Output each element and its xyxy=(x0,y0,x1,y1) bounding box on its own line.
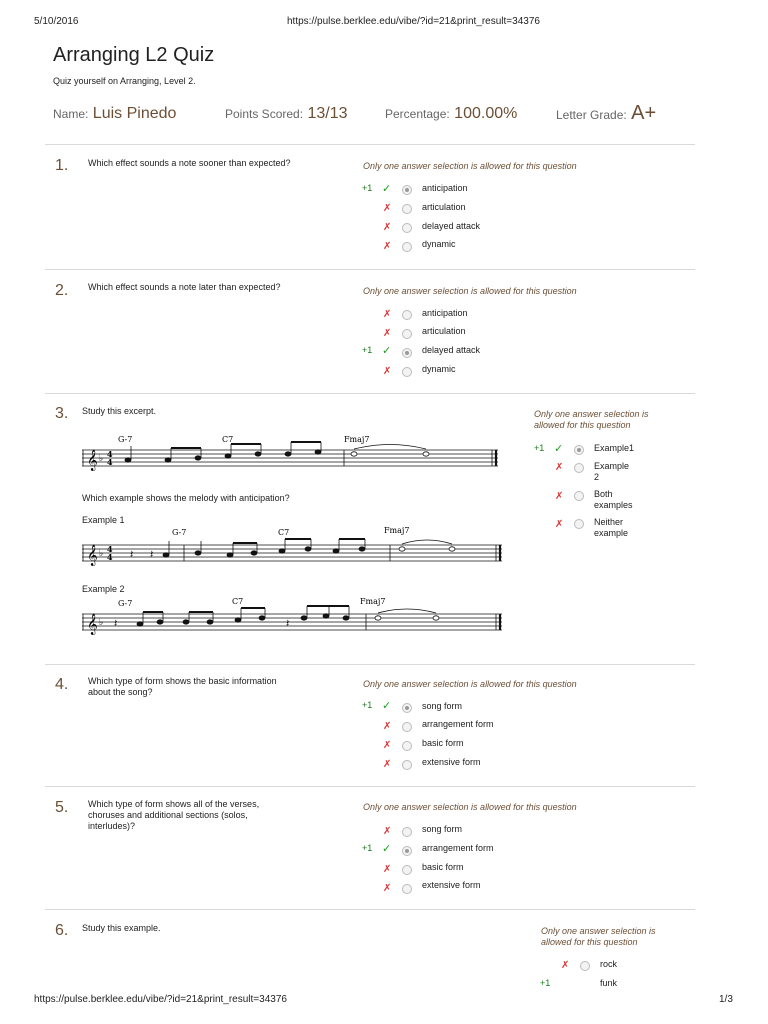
quiz-subtitle: Quiz yourself on Arranging, Level 2. xyxy=(53,76,196,86)
answer-label: dynamic xyxy=(422,364,456,374)
question-number: 3. xyxy=(55,405,69,422)
svg-text:𝄽: 𝄽 xyxy=(286,617,290,630)
percentage-value: 100.00% xyxy=(454,105,518,122)
answer-label: anticipation xyxy=(422,308,468,318)
answer-radio[interactable] xyxy=(402,722,412,732)
answer-label: song form xyxy=(422,824,463,834)
divider xyxy=(45,909,695,910)
answer-radio[interactable] xyxy=(574,491,584,501)
answer-label: basic form xyxy=(422,862,464,872)
grade-field xyxy=(556,102,656,125)
answer-radio[interactable] xyxy=(402,242,412,252)
divider xyxy=(45,144,695,145)
points-badge: +1 xyxy=(540,978,551,988)
question-number: 5. xyxy=(55,799,69,816)
svg-text:4: 4 xyxy=(107,552,113,562)
answer-radio[interactable] xyxy=(574,445,584,455)
answer-radio[interactable] xyxy=(402,204,412,214)
answer-label: extensive form xyxy=(422,880,481,890)
points-badge: +1 xyxy=(362,700,373,710)
page-number: 1/3 xyxy=(719,994,733,1005)
example-label: Example 2 xyxy=(82,584,125,594)
cross-icon: ✗ xyxy=(383,309,392,320)
answer-radio[interactable] xyxy=(574,519,584,529)
answer-label: funk xyxy=(600,978,618,988)
question-text: Which type of form shows all of the verses, choruses and additional sections (solos, interludes)? xyxy=(88,799,260,831)
cross-icon: ✗ xyxy=(555,491,564,502)
chord-symbol: G-7 xyxy=(118,435,133,444)
chord-symbol: Fmaj7 xyxy=(360,597,386,606)
check-icon: ✓ xyxy=(554,443,564,455)
answer-label: extensive form xyxy=(422,757,481,767)
divider xyxy=(45,269,695,270)
answer-radio[interactable] xyxy=(402,884,412,894)
selection-note: Only one answer selection is allowed for this question xyxy=(534,409,649,430)
answer-radio[interactable] xyxy=(402,329,412,339)
cross-icon: ✗ xyxy=(555,519,564,530)
music-staff-example-1 xyxy=(82,525,502,577)
svg-text:𝄞: 𝄞 xyxy=(87,450,98,471)
cross-icon: ✗ xyxy=(383,740,392,751)
answer-radio[interactable] xyxy=(402,741,412,751)
points-field xyxy=(225,105,348,123)
music-staff-excerpt xyxy=(82,430,502,480)
selection-note: Only one answer selection is allowed for this question xyxy=(541,926,656,947)
answer-label: articulation xyxy=(422,326,466,336)
answer-radio[interactable] xyxy=(402,703,412,713)
chord-symbol: Fmaj7 xyxy=(384,526,410,535)
points-value: 13/13 xyxy=(307,105,348,122)
svg-text:4: 4 xyxy=(107,449,113,459)
check-icon: ✓ xyxy=(382,345,392,357)
svg-text:4: 4 xyxy=(107,457,113,467)
svg-text:𝄞: 𝄞 xyxy=(87,614,98,635)
chord-symbol: G-7 xyxy=(172,528,187,537)
percentage-field xyxy=(385,105,517,123)
quiz-title: Arranging L2 Quiz xyxy=(53,44,215,66)
cross-icon: ✗ xyxy=(561,960,570,971)
answer-radio[interactable] xyxy=(402,865,412,875)
cross-icon: ✗ xyxy=(383,328,392,339)
grade-value: A+ xyxy=(631,102,657,124)
name-field xyxy=(53,105,176,123)
music-staff-example-2 xyxy=(82,594,502,644)
svg-text:𝄽: 𝄽 xyxy=(114,617,118,630)
cross-icon: ✗ xyxy=(383,241,392,252)
answer-radio[interactable] xyxy=(580,961,590,971)
answer-label: Neither example xyxy=(594,517,629,538)
svg-text:𝄽: 𝄽 xyxy=(130,548,134,561)
student-name: Luis Pinedo xyxy=(92,105,177,122)
svg-text:♭: ♭ xyxy=(99,549,104,559)
name-label: Name: xyxy=(53,107,89,121)
selection-note: Only one answer selection is allowed for this question xyxy=(363,161,577,171)
cross-icon: ✗ xyxy=(383,721,392,732)
answer-radio[interactable] xyxy=(402,348,412,358)
answer-radio[interactable] xyxy=(402,310,412,320)
points-badge: +1 xyxy=(534,443,545,453)
cross-icon: ✗ xyxy=(555,462,564,473)
answer-radio[interactable] xyxy=(402,846,412,856)
answer-label: Example 2 xyxy=(594,461,630,482)
chord-symbol: C7 xyxy=(278,528,290,537)
question-text: Study this excerpt. xyxy=(82,406,157,416)
question-subtext: Which example shows the melody with anticipation? xyxy=(82,493,290,503)
svg-text:𝄽: 𝄽 xyxy=(150,548,154,561)
question-text: Which effect sounds a note later than expected? xyxy=(88,282,281,292)
divider xyxy=(45,786,695,787)
answer-radio[interactable] xyxy=(402,185,412,195)
answer-radio[interactable] xyxy=(402,367,412,377)
answer-label: dynamic xyxy=(422,239,456,249)
percentage-label: Percentage: xyxy=(385,107,450,121)
question-text: Which type of form shows the basic information about the song? xyxy=(88,676,277,697)
cross-icon: ✗ xyxy=(383,366,392,377)
cross-icon: ✗ xyxy=(383,864,392,875)
cross-icon: ✗ xyxy=(383,826,392,837)
chord-symbol: C7 xyxy=(232,597,244,606)
points-label: Points Scored: xyxy=(225,107,304,121)
answer-label: delayed attack xyxy=(422,345,481,355)
question-number: 1. xyxy=(55,157,69,174)
svg-text:♭: ♭ xyxy=(99,618,104,628)
answer-radio[interactable] xyxy=(402,223,412,233)
cross-icon: ✗ xyxy=(383,883,392,894)
example-label: Example 1 xyxy=(82,515,125,525)
chord-symbol: Fmaj7 xyxy=(344,435,370,444)
footer-url: https://pulse.berklee.edu/vibe/?id=21&print_result=34376 xyxy=(34,994,287,1005)
answer-radio[interactable] xyxy=(574,463,584,473)
divider xyxy=(45,393,695,394)
points-badge: +1 xyxy=(362,843,373,853)
selection-note: Only one answer selection is allowed for this question xyxy=(363,679,577,689)
points-badge: +1 xyxy=(362,345,373,355)
question-number: 6. xyxy=(55,922,69,939)
answer-label: arrangement form xyxy=(422,843,494,853)
check-icon: ✓ xyxy=(382,843,392,855)
answer-label: delayed attack xyxy=(422,221,481,231)
svg-text:4: 4 xyxy=(107,544,113,554)
question-number: 2. xyxy=(55,282,69,299)
answer-radio[interactable] xyxy=(402,827,412,837)
points-badge: +1 xyxy=(362,183,373,193)
svg-text:♭: ♭ xyxy=(99,454,104,464)
print-url: https://pulse.berklee.edu/vibe/?id=21&print_result=34376 xyxy=(287,16,540,27)
check-icon: ✓ xyxy=(382,700,392,712)
question-text: Study this example. xyxy=(82,923,161,933)
chord-symbol: C7 xyxy=(222,435,234,444)
svg-text:𝄞: 𝄞 xyxy=(87,545,98,566)
selection-note: Only one answer selection is allowed for this question xyxy=(363,286,577,296)
question-number: 4. xyxy=(55,676,69,693)
answer-radio[interactable] xyxy=(402,760,412,770)
chord-symbol: G-7 xyxy=(118,599,133,608)
selection-note: Only one answer selection is allowed for this question xyxy=(363,802,577,812)
answer-label: anticipation xyxy=(422,183,468,193)
divider xyxy=(45,664,695,665)
question-text: Which effect sounds a note sooner than expected? xyxy=(88,158,291,168)
answer-label: articulation xyxy=(422,202,466,212)
answer-label: Both examples xyxy=(594,489,633,510)
answer-label: basic form xyxy=(422,738,464,748)
grade-label: Letter Grade: xyxy=(556,108,627,122)
check-icon: ✓ xyxy=(382,183,392,195)
cross-icon: ✗ xyxy=(383,222,392,233)
print-date: 5/10/2016 xyxy=(34,16,79,27)
cross-icon: ✗ xyxy=(383,203,392,214)
answer-label: Example1 xyxy=(594,443,635,453)
answer-label: song form xyxy=(422,701,463,711)
answer-label: rock xyxy=(600,959,618,969)
answer-label: arrangement form xyxy=(422,719,494,729)
cross-icon: ✗ xyxy=(383,759,392,770)
